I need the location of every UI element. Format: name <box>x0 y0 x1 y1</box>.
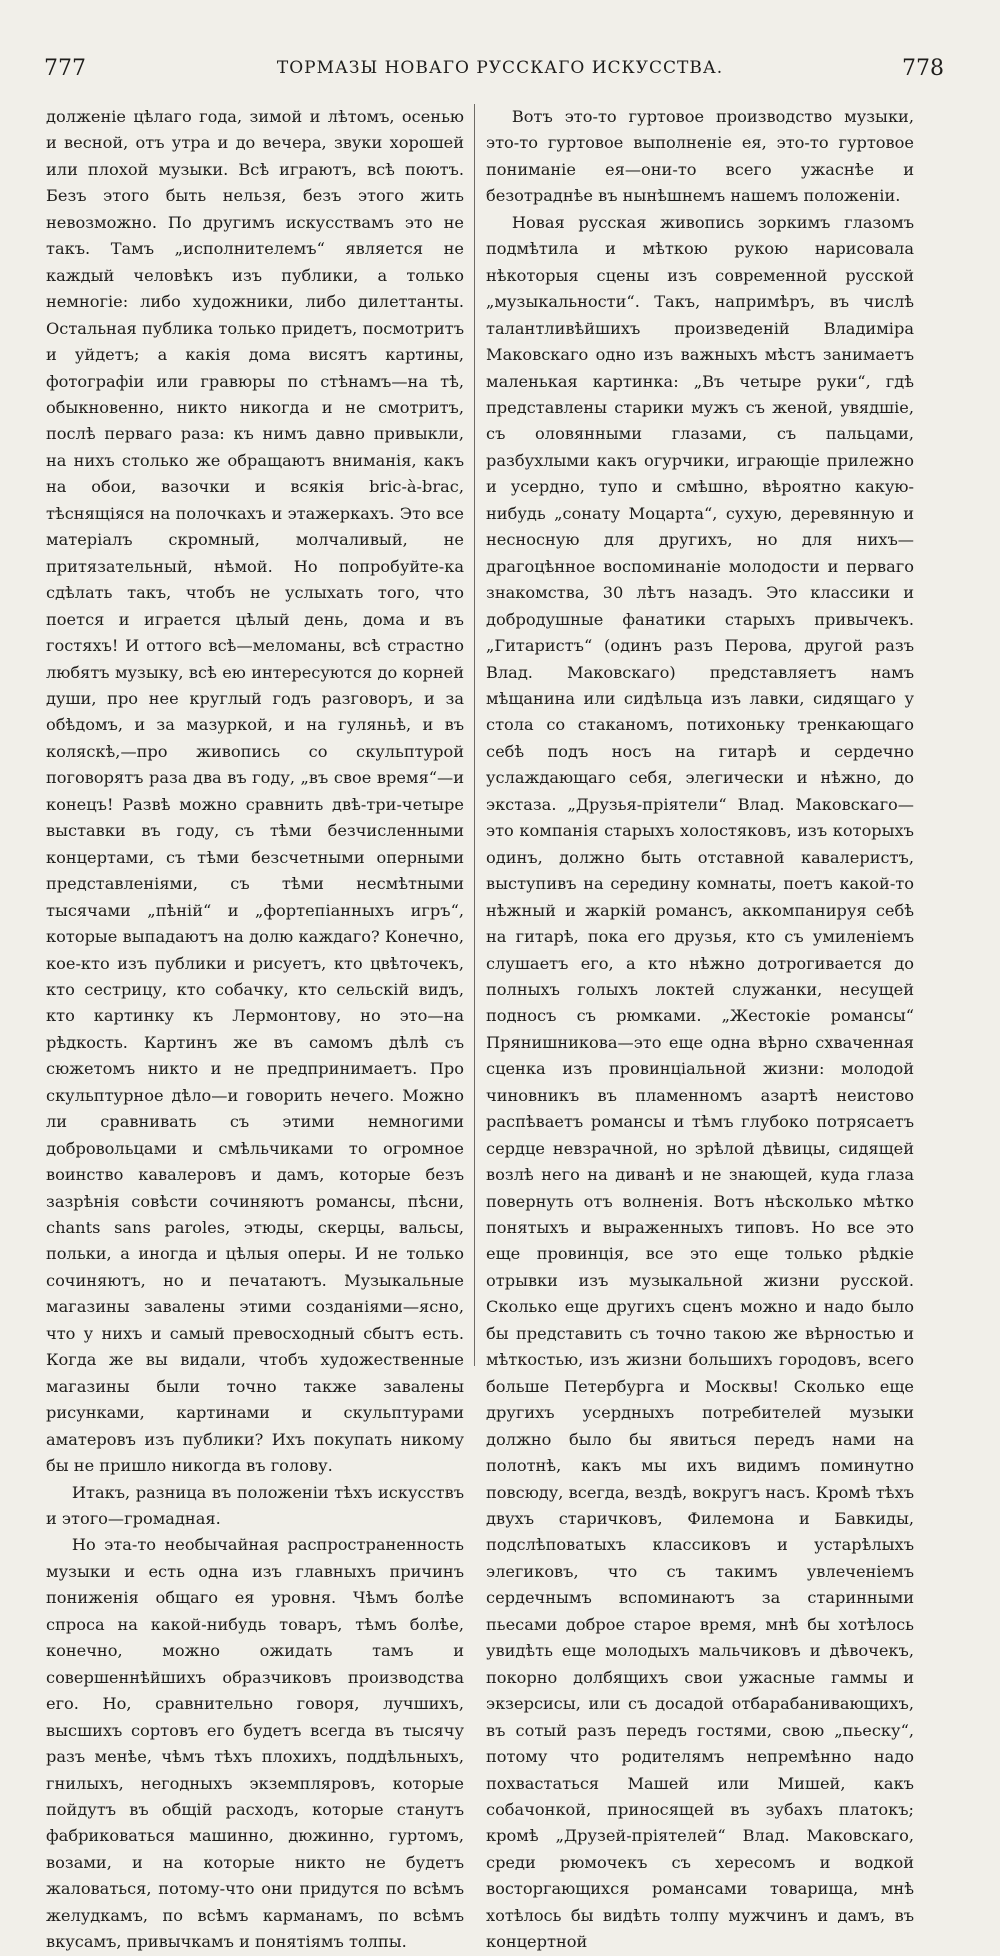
paragraph: Но эта-то необычайная распространенность музыки и есть одна изъ главныхъ причинъ пониженія общаго ея уровня. Чѣмъ болѣе спроса на какой-нибудь товаръ, тѣмъ болѣе, конечно, можно ожидать тамъ и совершеннѣйшихъ образчиковъ производства его. Но, сравнительно говоря, лучшихъ, высшихъ сортовъ его будетъ всегда въ тысячу разъ менѣе, чѣмъ тѣхъ плохихъ, поддѣльныхъ, гнилыхъ, негодныхъ экземпляровъ, которые пойдутъ въ общій расходъ, которые станутъ фабриковаться машинно, дюжинно, гуртомъ, возами, и на которые никто не будетъ жаловаться, потому-что они придутся по всѣмъ желудкамъ, по всѣмъ карманамъ, по всѣмъ вкусамъ, привычкамъ и понятіямъ толпы. <box>46 1535 464 1952</box>
paragraph: долженіе цѣлаго года, зимой и лѣтомъ, осенью и весной, отъ утра и до вечера, звуки хорошей или плохой музыки. Всѣ играютъ, всѣ поютъ. Безъ этого быть нельзя, безъ этого жить невозможно. По другимъ искусствамъ это не такъ. Тамъ „исполнителемъ“ является не каждый человѣкъ изъ публики, а только немногіе: либо художники, либо дилеттанты. Остальная публика только придетъ, посмотритъ и уйдетъ; а какія дома висятъ картины, фотографіи или гравюры по стѣнамъ—на тѣ, обыкновенно, никто никогда и не смотритъ, послѣ перваго раза: къ нимъ давно привыкли, на нихъ столько же обращаютъ вниманія, какъ на обои, вазочки и всякія bric-à-brac, тѣснящіяся на полочкахъ и этажеркахъ. Это все матеріалъ скромный, молчаливый, не притязательный, нѣмой. Но попробуйте-ка сдѣлать такъ, чтобъ не услыхать того, что поется и играется цѣлый день, дома и въ гостяхъ! И оттого всѣ—меломаны, всѣ страстно любятъ музыку, всѣ ею интересуются до корней души, про нее круглый годъ разговоръ, и за обѣдомъ, и за мазуркой, и на гуляньѣ, и въ коляскѣ,—про живопись со скульптурой поговорятъ раза два въ году, „въ свое время“—и конецъ! Развѣ можно сравнить двѣ-три-четыре выставки въ году, съ тѣми безчисленными концертами, съ тѣми безсчетными оперными представленіями, съ тѣми несмѣтными тысячами „пѣній“ и „фортепіанныхъ игръ“, которые выпадаютъ на долю каждаго? Конечно, кое-кто изъ публики и рисуетъ, кто цвѣточекъ, кто сестрицу, кто собачку, кто сельскій видъ, кто картинку къ Лермонтову, но это—на рѣдкость. Картинъ же въ самомъ дѣлѣ съ сюжетомъ никто и не предпринимаетъ. Про скульптурное дѣло—и говорить нечего. Можно ли сравнивать съ этими немногими добровольцами и смѣльчиками то огромное воинство кавалеровъ и дамъ, которые безъ зазрѣнія совѣсти сочиняютъ романсы, пѣсни, chants sans paroles, этюды, скерцы, вальсы, польки, а иногда и цѣлыя оперы. И не только сочиняютъ, но и печатаютъ. Музыкальные магазины завалены этими созданіями—ясно, что у нихъ и самый превосходный сбытъ есть. Когда же вы видали, чтобъ художественные магазины были точно также завалены рисунками, картинами и скульптурами аматеровъ изъ публики? Ихъ покупать никому бы не пришло никогда въ голову. <box>46 107 464 1476</box>
right-column <box>486 104 914 1952</box>
page-number-right: 778 <box>902 56 944 81</box>
paragraph: Новая русская живопись зоркимъ глазомъ подмѣтила и мѣткою рукою нарисовала нѣкоторыя сцены изъ современной русской „музыкальности“. Такъ, напримѣръ, въ числѣ талантливѣйшихъ произведеній Владиміра Маковскаго одно изъ важныхъ мѣстъ занимаетъ маленькая картинка: „Въ четыре руки“, гдѣ представлены старики мужъ съ женой, увядшіе, съ оловянными глазами, съ пальцами, разбухлыми какъ огурчики, играющіе прилежно и усердно, тупо и смѣшно, вѣроятно какую-нибудь „сонату Моцарта“, сухую, деревянную и несносную для другихъ, но для нихъ—драгоцѣнное воспоминаніе молодости и перваго знакомства, 30 лѣтъ назадъ. Это классики и добродушные фанатики старыхъ привычекъ. „Гитаристъ“ (одинъ разъ Перова, другой разъ Влад. Маковскаго) представляетъ намъ мѣщанина или сидѣльца изъ лавки, сидящаго у стола со стаканомъ, потихоньку тренкающаго себѣ подъ носъ на гитарѣ и сердечно услаждающаго себя, элегически и нѣжно, до экстаза. „Друзья-пріятели“ Влад. Маковскаго—это компанія старыхъ холостяковъ, изъ которыхъ одинъ, должно быть отставной кавалеристъ, выступивъ на середину комнаты, поетъ какой-то нѣжный и жаркій романсъ, аккомпанируя себѣ на гитарѣ, пока его друзья, кто съ умиленіемъ слушаетъ его, а кто нѣжно дотрогивается до полныхъ голыхъ локтей служанки, несущей подносъ съ рюмками. „Жестокіе романсы“ Прянишникова—это еще одна вѣрно схваченная сценка изъ провинціальной жизни: молодой чиновникъ въ пламенномъ азартѣ неистово распѣваетъ романсы и тѣмъ глубоко потрясаетъ сердце невзрачной, но зрѣлой дѣвицы, сидящей возлѣ него на диванѣ и не знающей, куда глаза повернуть отъ волненія. Вотъ нѣсколько мѣтко понятыхъ и выраженныхъ типовъ. Но все это еще провинція, все это еще только рѣдкіе отрывки изъ музыкальной жизни русской. Сколько еще другихъ сценъ можно и надо было бы представить съ точно такою же вѣрностью и мѣткостью, изъ жизни большихъ городовъ, всего больше Петербурга и Москвы! Сколько еще другихъ усердныхъ потребителей музыки должно было бы явиться передъ нами на полотнѣ, какъ мы ихъ видимъ поминутно повсюду, всегда, вездѣ, вокругъ насъ. Кромѣ тѣхъ двухъ старичковъ, Филемона и Бавкиды, подслѣповатыхъ классиковъ и устарѣлыхъ элегиковъ, что съ такимъ увлеченіемъ сердечнымъ вспоминаютъ за старинными пьесами доброе старое время, мнѣ бы хотѣлось увидѣть еще молодыхъ мальчиковъ и дѣвочекъ, покорно долбящихъ свои ужасные гаммы и экзерсисы, или съ досадой отбарабанивающихъ, въ сотый разъ передъ гостями, свою „пьеску“, потому что родителямъ непремѣнно надо похвастаться Машей или Мишей, какъ собачонкой, приносящей въ зубахъ платокъ; кромѣ „Друзей-пріятелей“ Влад. Маковскаго, среди рюмочекъ съ хересомъ и водкой восторгающихся романсами товарища, мнѣ хотѣлось бы видѣть толпу мужчинъ и дамъ, въ концертной <box>486 212 914 1952</box>
paragraph: Итакъ, разница въ положеніи тѣхъ искусствъ и этого—громадная. <box>46 1482 464 1529</box>
page-number-left: 777 <box>44 56 86 81</box>
column-divider <box>474 104 475 1366</box>
running-header <box>44 52 956 92</box>
paragraph: Вотъ это-то гуртовое производство музыки, это-то гуртовое выполненіе ея, это-то гуртовое пониманіе ея—они-то всего ужаснѣе и безотраднѣе въ нынѣшнемъ нашемъ положеніи. <box>486 107 914 206</box>
left-column <box>46 104 464 1952</box>
running-title: ТОРМАЗЫ НОВАГО РУССКАГО ИСКУССТВА. <box>276 58 724 78</box>
